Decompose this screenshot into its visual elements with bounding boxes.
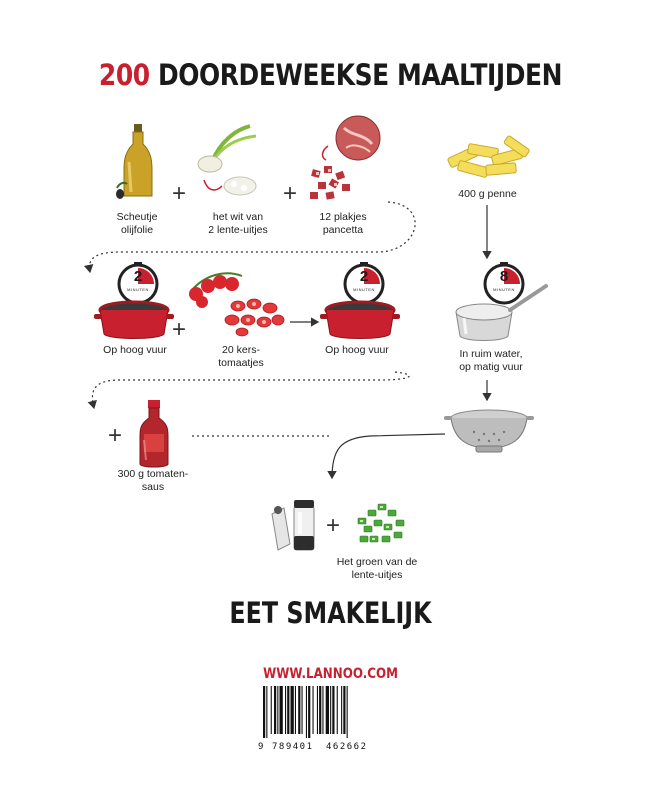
plus-sign: + <box>283 180 298 207</box>
caption-pancetta-line2: pancetta <box>322 224 364 236</box>
spring-onion-white-icon <box>190 122 270 200</box>
isbn-group-1: 789401 <box>272 742 314 752</box>
barcode-icon <box>263 686 379 738</box>
isbn-group-2: 462662 <box>326 742 368 752</box>
closing-text: EET SMAKELIJK <box>229 596 432 630</box>
penne-icon <box>442 138 534 182</box>
caption-tomato-sauce-line1: 300 g tomaten- <box>117 468 189 480</box>
caption-penne-line1: 400 g penne <box>458 188 517 200</box>
timer-unit: MINUTEN <box>353 287 375 292</box>
plus-sign: + <box>172 316 187 343</box>
caption-tomatoes-line2: tomaatjes <box>218 357 264 369</box>
title-number: 200 <box>98 58 150 92</box>
isbn-first-digit: 9 <box>258 742 264 752</box>
caption-tomatoes-line1: 20 kers- <box>222 344 260 356</box>
timer-value: 2 <box>133 268 143 285</box>
caption-pancetta-line1: 12 plakjes <box>319 211 367 223</box>
caption-tomatoes <box>196 344 286 370</box>
caption-olive-oil-line2: olijfolie <box>120 224 154 236</box>
timer-value: 2 <box>359 268 369 285</box>
caption-spring-onion-green-line1: Het groen van de <box>336 556 418 568</box>
caption-boil-water <box>446 348 536 374</box>
caption-boil-water-line1: In ruim water, <box>459 348 523 360</box>
caption-olive-oil <box>92 211 182 237</box>
caption-high-heat-2: Op hoog vuur <box>325 344 389 356</box>
caption-tomato-sauce <box>108 468 198 494</box>
caption-boil-water-line2: op matig vuur <box>459 361 523 373</box>
caption-spring-onion-green-line2: lente-uitjes <box>351 569 403 581</box>
caption-high-heat-1: Op hoog vuur <box>103 344 167 356</box>
title-text: DOORDEWEEKSE MAALTIJDEN <box>157 58 563 92</box>
plus-sign: + <box>326 512 341 539</box>
arrow-colander-merge <box>332 434 445 478</box>
plus-sign: + <box>172 180 187 207</box>
caption-penne <box>440 188 535 201</box>
timer-value: 8 <box>499 268 509 285</box>
caption-spring-onion-white-line1: het wit van <box>212 211 264 223</box>
caption-spring-onion-green <box>322 556 432 582</box>
plus-sign: + <box>108 422 123 449</box>
caption-pancetta <box>298 211 388 237</box>
cherry-tomatoes-icon <box>186 266 286 338</box>
salt-pepper-mills-icon <box>266 496 322 554</box>
caption-olive-oil-line1: Scheutje <box>116 211 158 223</box>
pancetta-icon <box>306 112 386 204</box>
olive-oil-bottle-icon <box>115 122 163 202</box>
caption-spring-onion-white-line2: 2 lente-uitjes <box>208 224 268 236</box>
timer-unit: MINUTEN <box>127 287 149 292</box>
tomato-sauce-bottle-icon <box>134 400 174 470</box>
caption-tomato-sauce-line2: saus <box>141 481 165 493</box>
colander-icon <box>444 406 534 456</box>
timer-unit: MINUTEN <box>493 287 515 292</box>
website-link[interactable]: WWW.LANNOO.COM <box>263 666 398 682</box>
spring-onion-green-icon <box>352 498 412 552</box>
caption-spring-onion-white <box>188 211 288 237</box>
